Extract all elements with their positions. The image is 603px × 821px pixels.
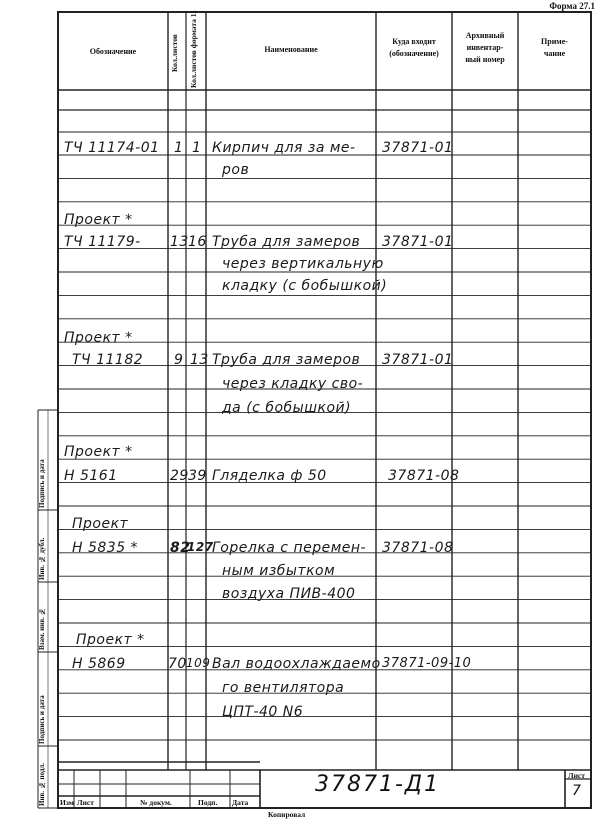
header-kol-listov-11: Кол.листов формата 11 <box>189 10 198 88</box>
sidebar-inv-podl: Инв. № подл. <box>38 762 46 806</box>
entry-2-name-line3: кладку (с бобышкой) <box>222 278 388 294</box>
page-number: 7 <box>572 783 581 799</box>
entry-5-name-line2: ным избытком <box>222 563 336 579</box>
sidebar-podp-data-2: Подпись и дата <box>38 459 46 508</box>
entry-5-name-line3: воздуха ПИВ-400 <box>222 586 356 602</box>
header-arhiv-line3: ный номер <box>465 55 505 64</box>
entry-5-where: 37871-08 <box>382 540 454 556</box>
entry-6-designation: Н 5869 <box>72 656 126 672</box>
sidebar-podp-data-1: Подпись и дата <box>38 695 46 744</box>
header-oboznachenie: Обозначение <box>89 47 137 56</box>
entry-2-name-line2: через вертикальную <box>222 256 384 272</box>
header-kuda-vhodit-line1: Куда входит <box>392 37 436 46</box>
entry-3-project: Проект * <box>64 330 133 346</box>
header-arhiv <box>452 30 518 66</box>
stamp-izm: Изм <box>60 798 74 807</box>
document-number: 37871-Д1 <box>315 772 441 797</box>
entry-2-sheets: 13 <box>170 234 189 250</box>
stamp-kopiroval: Копировал <box>268 810 306 819</box>
header-prim-line2: чание <box>543 49 566 58</box>
entry-3-sheets: 9 <box>174 352 184 368</box>
stamp-podp: Подп. <box>198 798 218 807</box>
form-label: Форма 27.1 <box>549 1 595 11</box>
entry-2-name-line1: Труба для замеров <box>212 234 361 250</box>
header-arhiv-line2: инвентар- <box>466 43 504 52</box>
header-arhiv-line1: Архивный <box>465 31 505 40</box>
entry-6-where: 37871-09-10 <box>382 656 472 671</box>
entry-1-name-line1: Кирпич для за ме- <box>212 140 356 156</box>
stamp-list: Лист <box>77 798 94 807</box>
entry-4-sheets11: 39 <box>188 468 207 484</box>
stamp-list-label: Лист <box>568 771 585 780</box>
entry-6-name-line3: ЦПТ-40 N6 <box>222 704 304 720</box>
sidebar-vzam-inv: Взам. инв. № <box>38 607 46 650</box>
header-prim-line1: Приме- <box>541 37 568 46</box>
entry-3-where: 37871-01 <box>382 352 454 368</box>
entry-1-sheets: 1 <box>174 140 184 156</box>
entry-4-name-line1: Гляделка ф 50 <box>212 468 327 484</box>
entry-2-where: 37871-01 <box>382 234 454 250</box>
entry-5-designation: Н 5835 * <box>72 540 139 556</box>
entry-2-designation: ТЧ 11179- <box>64 234 141 250</box>
entry-1-where: 37871-01 <box>382 140 454 156</box>
entry-4-designation: Н 5161 <box>64 468 118 484</box>
header-kuda-vhodit-line2: (обозначение) <box>389 49 439 58</box>
stamp-n-dokum: № докум. <box>140 798 172 807</box>
entry-5-name-line1: Горелка с перемен- <box>212 540 367 556</box>
header-kuda-vhodit <box>376 36 452 60</box>
entry-6-sheets11: 109 <box>186 656 211 670</box>
entry-3-name-line2: через кладку сво- <box>222 376 364 392</box>
entry-2-project: Проект * <box>64 212 133 228</box>
stamp-data: Дата <box>232 798 249 807</box>
entry-3-name-line1: Труба для замеров <box>212 352 361 368</box>
header-primechanie <box>518 36 591 60</box>
header-naimenovanie: Наименование <box>264 45 318 54</box>
entry-2-sheets11: 16 <box>188 234 207 250</box>
header-kol-listov: Кол.листов <box>170 34 179 72</box>
entry-3-name-line3: да (с бобышкой) <box>222 400 352 416</box>
entry-5-project: Проект <box>72 516 129 532</box>
entry-1-designation: ТЧ 11174-01 <box>64 140 160 156</box>
entry-6-name-line2: го вентилятора <box>222 680 345 696</box>
entry-6-name-line1: Вал водоохлаждаемо <box>212 656 381 672</box>
entry-3-designation: ТЧ 11182 <box>72 352 144 368</box>
entry-6-project: Проект * <box>76 632 145 648</box>
sidebar-inv-dubl: Инв. № дубл. <box>38 537 46 580</box>
entry-4-sheets: 29 <box>170 468 189 484</box>
entry-4-project: Проект * <box>64 444 133 460</box>
entry-3-sheets11: 13 <box>190 352 209 368</box>
entry-6-sheets: 70 <box>168 656 187 672</box>
entry-1-name-line2: ров <box>222 162 250 178</box>
entry-5-sheets: 82 <box>170 540 191 556</box>
entry-4-where: 37871-08 <box>388 468 460 484</box>
entry-1-sheets11: 1 <box>192 140 202 156</box>
entry-5-sheets11: 127 <box>187 540 214 554</box>
